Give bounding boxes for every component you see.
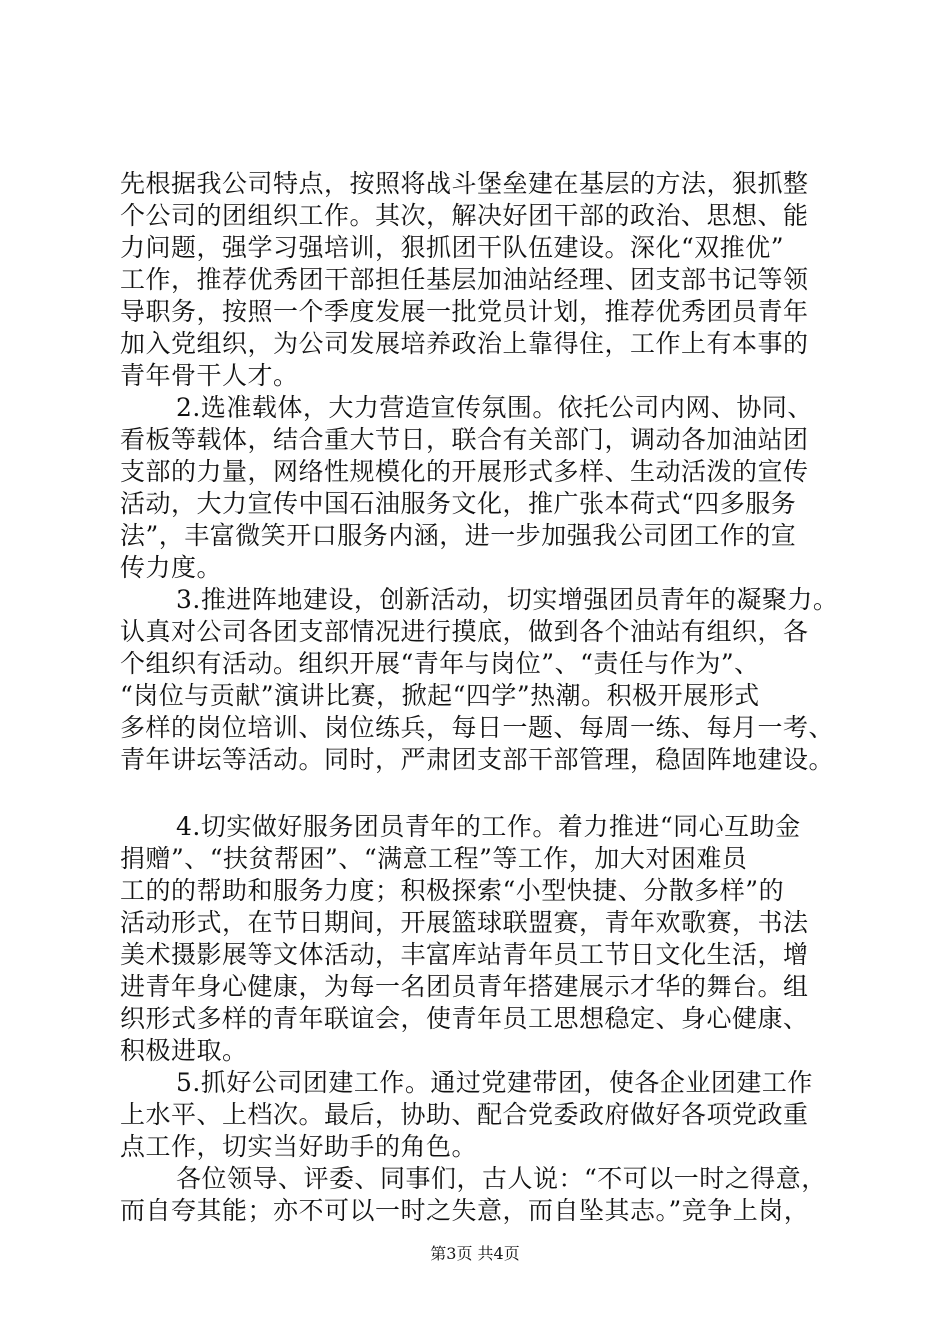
- text-line: 而自夸其能；亦不可以一时之失意，而自坠其志。”竞争上岗，: [120, 1196, 810, 1225]
- text-line: 认真对公司各团支部情况进行摸底，做到各个油站有组织，各: [120, 617, 809, 646]
- text-line: 力问题，强学习强培训，狠抓团干队伍建设。深化“双推优”: [120, 233, 785, 262]
- paragraph-2-start: 2.选准载体，大力营造宣传氛围。依托公司内网、协同、: [176, 393, 813, 422]
- text-line: 看板等载体，结合重大节日，联合有关部门，调动各加油站团: [120, 425, 809, 454]
- text-line: 个公司的团组织工作。其次，解决好团干部的政治、思想、能: [120, 201, 809, 230]
- text-line: 美术摄影展等文体活动，丰富库站青年员工节日文化生活，增: [120, 940, 809, 969]
- text-line: 个组织有活动。组织开展“青年与岗位”、“责任与作为”、: [120, 649, 760, 678]
- text-line: 先根据我公司特点，按照将战斗堡垒建在基层的方法，狠抓整: [120, 169, 809, 198]
- text-line: 活动形式，在节日期间，开展篮球联盟赛，青年欢歌赛，书法: [120, 908, 809, 937]
- text-line: 支部的力量，网络性规模化的开展形式多样、生动活泼的宣传: [120, 457, 809, 486]
- text-line: 青年讲坛等活动。同时，严肃团支部干部管理，稳固阵地建设。: [120, 745, 835, 774]
- paragraph-4-start: 4.切实做好服务团员青年的工作。着力推进“同心互助金: [176, 812, 801, 841]
- paragraph-gap: [120, 776, 840, 811]
- text-line: 活动，大力宣传中国石油服务文化，推广张本荷式“四多服务: [120, 489, 797, 518]
- text-line: 多样的岗位培训、岗位练兵，每日一题、每周一练、每月一考、: [120, 713, 835, 742]
- text-line: 进青年身心健康，为每一名团员青年搭建展示才华的舞台。组: [120, 972, 809, 1001]
- text-line: 捐赠”、“扶贫帮困”、“满意工程”等工作，加大对困难员: [120, 844, 748, 873]
- paragraph-5-start: 5.抓好公司团建工作。通过党建带团，使各企业团建工作: [176, 1068, 813, 1097]
- text-line: 加入党组织，为公司发展培养政治上靠得住，工作上有本事的: [120, 329, 809, 358]
- body-text: [120, 168, 840, 1227]
- text-line: 法”，丰富微笑开口服务内涵，进一步加强我公司团工作的宣: [120, 521, 797, 550]
- text-line: “岗位与贡献”演讲比赛，掀起“四学”热潮。积极开展形式: [120, 681, 760, 710]
- text-line: 青年骨干人才。: [120, 361, 299, 390]
- text-line: 工作，推荐优秀团干部担任基层加油站经理、团支部书记等领: [120, 265, 809, 294]
- text-line: 点工作，切实当好助手的角色。: [120, 1132, 478, 1161]
- paragraph-6-start: 各位领导、评委、同事们，古人说：“不可以一时之得意，: [176, 1164, 827, 1193]
- paragraph-3-start: 3.推进阵地建设，创新活动，切实增强团员青年的凝聚力。: [176, 585, 839, 614]
- page-footer: 第3页 共4页: [430, 1244, 520, 1263]
- text-line: 上水平、上档次。最后，协助、配合党委政府做好各项党政重: [120, 1100, 809, 1129]
- text-line: 织形式多样的青年联谊会，使青年员工思想稳定、身心健康、: [120, 1004, 809, 1033]
- text-line: 积极进取。: [120, 1036, 248, 1065]
- text-line: 导职务，按照一个季度发展一批党员计划，推荐优秀团员青年: [120, 297, 809, 326]
- text-line: 工的的帮助和服务力度；积极探索“小型快捷、分散多样”的: [120, 876, 785, 905]
- text-line: 传力度。: [120, 553, 223, 582]
